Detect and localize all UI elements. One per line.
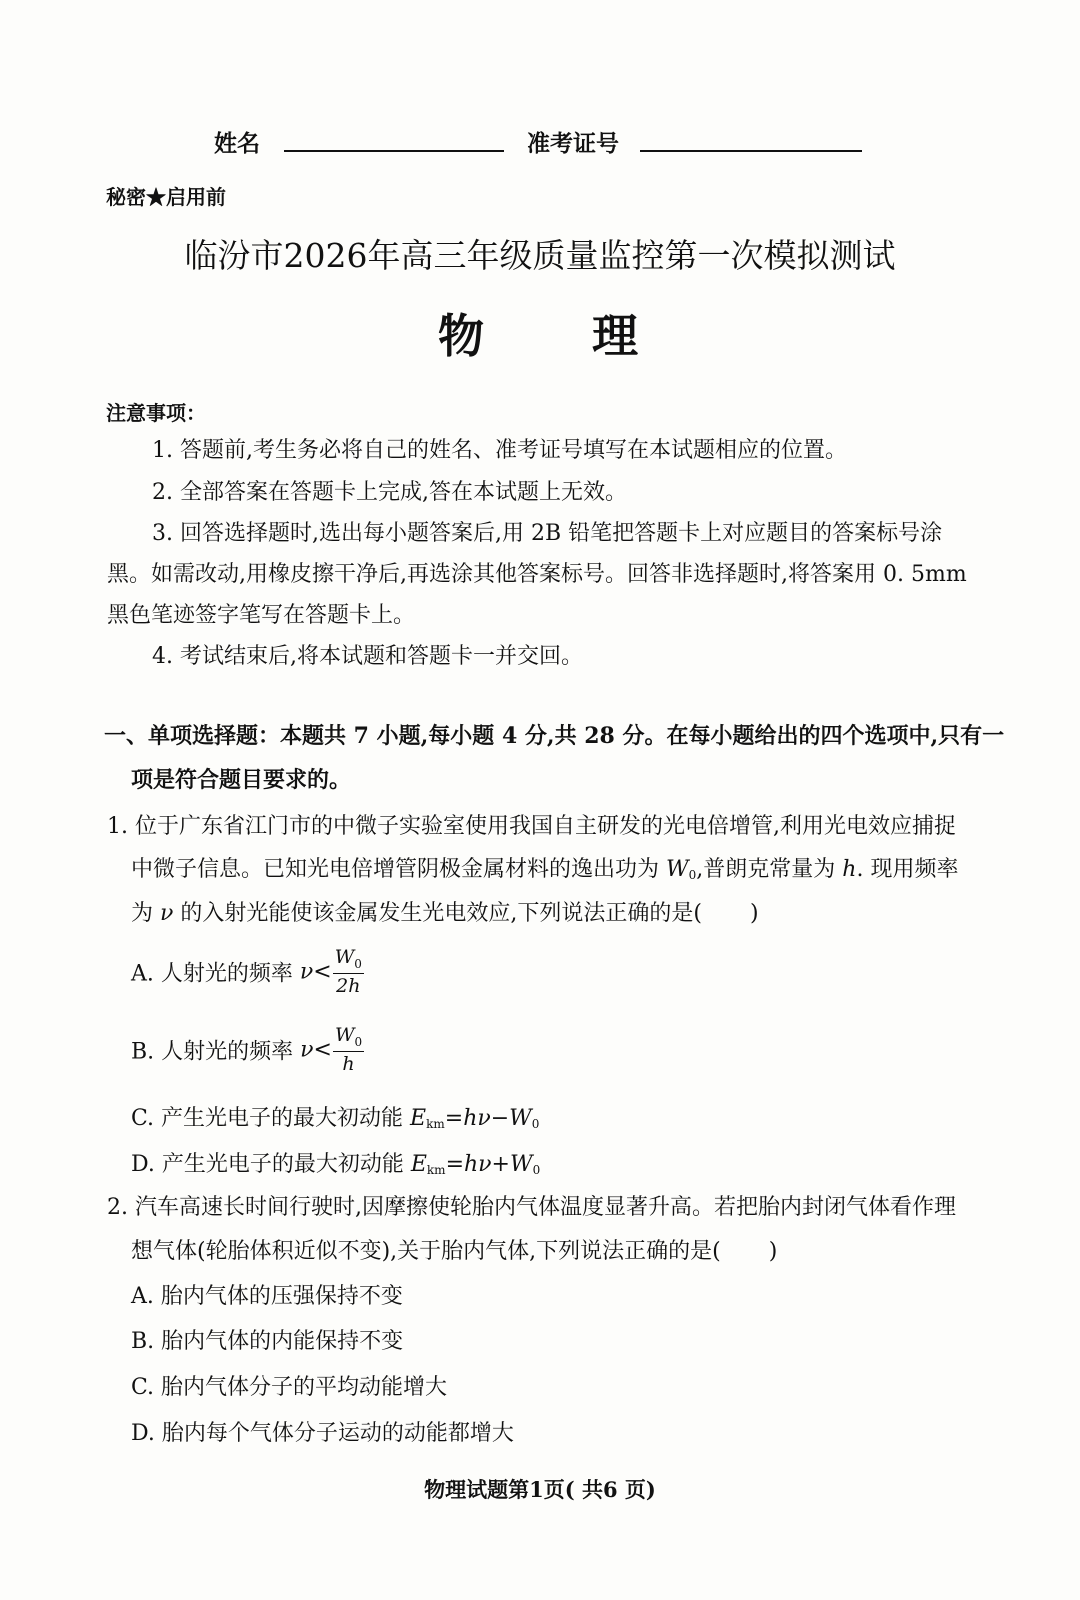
q1-stem-line-1: 1. 位于广东省江门市的中微子实验室使用我国自主研发的光电倍增管,利用光电效应捕捉	[107, 814, 956, 839]
q2-option-a[interactable]: A. 胎内气体的压强保持不变	[131, 1284, 403, 1309]
q1-option-a-numerator: W	[334, 946, 355, 968]
work-function-subscript: 0	[688, 868, 697, 882]
q1-option-c-expression: =hν−W	[444, 1106, 532, 1131]
notice-item-1: 1. 答题前,考生务必将自己的姓名、准考证号填写在本试题相应的位置。	[152, 438, 847, 463]
q2-option-d[interactable]: D. 胎内每个气体分子运动的动能都增大	[131, 1421, 514, 1446]
q1-stem-text-c: . 现用频率	[856, 857, 959, 882]
notice-item-4: 4. 考试结束后,将本试题和答题卡一并交回。	[152, 644, 583, 669]
q1-option-d[interactable]	[131, 1147, 540, 1178]
q2-option-c[interactable]: C. 胎内气体分子的平均动能增大	[131, 1375, 448, 1400]
subject-char-1: 物	[438, 309, 484, 363]
q1-option-b[interactable]	[131, 1026, 364, 1074]
notice-item-3-line-3: 黑色笔迹签字笔写在答题卡上。	[107, 603, 416, 628]
q2-stem-line-2	[131, 1234, 777, 1265]
q2-close-paren: )	[768, 1239, 778, 1264]
q1-stem-line-2	[131, 852, 958, 883]
q1-option-a-numerator-subscript: 0	[354, 956, 362, 971]
q1-option-d-expression: =hν+W	[445, 1152, 533, 1177]
q1-option-b-inequality: ν<	[300, 1037, 332, 1063]
q1-option-b-numerator: W	[334, 1024, 355, 1046]
q1-option-d-ekm: E	[410, 1152, 427, 1177]
q1-stem-line-3	[131, 896, 759, 927]
q2-option-b[interactable]: B. 胎内气体的内能保持不变	[131, 1329, 404, 1354]
q1-option-b-denominator: h	[342, 1052, 355, 1075]
name-label: 姓名	[214, 130, 260, 157]
notice-item-3-line-2: 黑。如需改动,用橡皮擦干净后,再选涂其他答案标号。回答非选择题时,将答案用 0. 5mm	[107, 562, 967, 587]
q2-stem-text: 想气体(轮胎体积近似不变),关于胎内气体,下列说法正确的是(	[131, 1239, 721, 1264]
notice-item-2: 2. 全部答案在答题卡上完成,答在本试题上无效。	[152, 480, 627, 505]
work-function-symbol: W	[666, 857, 689, 882]
q1-option-b-text: B. 人射光的频率	[131, 1039, 294, 1065]
q1-stem-text-d: 为	[131, 901, 154, 926]
q1-option-c-text: C. 产生光电子的最大初动能	[131, 1106, 404, 1131]
q1-option-a-fraction	[333, 948, 364, 996]
confidential-label: 秘密★启用前	[106, 185, 226, 209]
q1-option-b-fraction	[333, 1026, 364, 1074]
exam-id-label: 准考证号	[527, 130, 619, 157]
notice-heading: 注意事项：	[106, 401, 206, 425]
exam-title: 临汾市2026年高三年级质量监控第一次模拟测试	[184, 236, 896, 275]
q1-close-paren: )	[749, 901, 759, 926]
q1-stem-text-e: 的入射光能使该金属发生光电效应,下列说法正确的是(	[180, 901, 702, 926]
q1-option-c-ekm: E	[410, 1106, 427, 1131]
name-input-line[interactable]	[284, 150, 504, 152]
q1-option-a-denominator: 2h	[336, 974, 361, 997]
q1-option-c-expression-subscript: 0	[531, 1117, 540, 1131]
notice-item-3-line-1: 3. 回答选择题时,选出每小题答案后,用 2B 铅笔把答题卡上对应题目的答案标号涂	[152, 521, 943, 546]
q1-option-d-text: D. 产生光电子的最大初动能	[131, 1152, 404, 1177]
q1-option-d-expression-subscript: 0	[532, 1163, 541, 1177]
section-1-heading-line-1: 一、单项选择题：本题共 7 小题,每小题 4 分,共 28 分。在每小题给出的四个选项中,只有一	[104, 723, 1005, 749]
subject-char-2: 理	[592, 309, 638, 363]
q1-option-a-inequality: ν<	[299, 959, 332, 985]
page-footer: 物理试题第1页( 共6 页)	[424, 1477, 656, 1502]
q2-stem-line-1: 2. 汽车高速长时间行驶时,因摩擦使轮胎内气体温度显著升高。若把胎内封闭气体看作理	[107, 1195, 956, 1220]
q1-option-c[interactable]	[131, 1101, 539, 1132]
q1-stem-text-a: 中微子信息。已知光电倍增管阴极金属材料的逸出功为	[131, 857, 660, 882]
frequency-symbol: ν	[160, 901, 174, 926]
q1-option-a-text: A. 人射光的频率	[131, 961, 293, 987]
q1-option-c-ekm-subscript: km	[426, 1117, 445, 1131]
exam-id-input-line[interactable]	[640, 150, 862, 152]
q1-option-a[interactable]	[131, 948, 364, 996]
q1-option-d-ekm-subscript: km	[426, 1163, 446, 1177]
q1-stem-text-b: ,普朗克常量为	[696, 857, 836, 882]
section-1-heading-line-2: 项是符合题目要求的。	[131, 767, 352, 793]
q1-option-b-numerator-subscript: 0	[354, 1034, 363, 1049]
planck-constant-symbol: h	[842, 857, 857, 882]
